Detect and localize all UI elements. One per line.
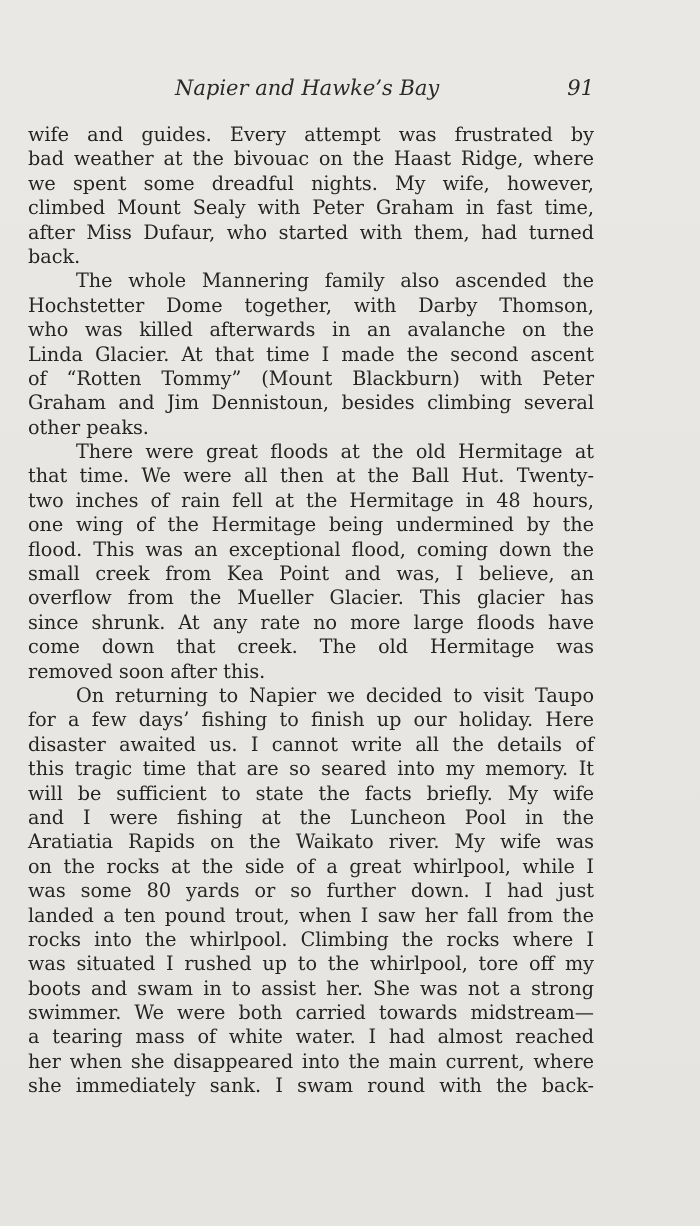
text-line: flood. This was an exceptional flood, coming down the — [28, 537, 594, 561]
text-line: landed a ten pound trout, when I saw her fall from the — [28, 903, 594, 927]
text-line: after Miss Dufaur, who started with them, had turned — [28, 220, 594, 244]
text-line: this tragic time that are so seared into my memory. It — [28, 757, 594, 781]
text-line: we spent some dreadful nights. My wife, however, — [28, 171, 594, 195]
text-line: The whole Mannering family also ascended the — [76, 269, 594, 293]
text-line: boots and swam in to assist her. She was not a strong — [28, 976, 594, 1000]
text-line: come down that creek. The old Hermitage was — [28, 635, 594, 659]
text-line: one wing of the Hermitage being undermined by the — [28, 513, 594, 537]
text-line: back. — [28, 244, 81, 268]
text-line: Hochstetter Dome together, with Darby Thomson, — [28, 293, 594, 317]
text-line: removed soon after this. — [28, 659, 266, 683]
text-line: two inches of rain fell at the Hermitage in 48 hours, — [28, 488, 594, 512]
running-title: Napier and Hawke’s Bay — [175, 76, 440, 100]
text-line: who was killed afterwards in an avalanche on the — [28, 318, 594, 342]
text-line: Graham and Jim Dennistoun, besides climbing several — [28, 391, 594, 415]
page-number: 91 — [567, 76, 594, 100]
text-line: was some 80 yards or so further down. I had just — [28, 879, 594, 903]
body-text — [28, 123, 594, 1099]
text-line: a tearing mass of white water. I had almost reached — [28, 1025, 594, 1049]
text-line: and I were fishing at the Luncheon Pool in the — [28, 805, 594, 829]
text-line: of “Rotten Tommy” (Mount Blackburn) with Peter — [28, 366, 594, 390]
text-line: overflow from the Mueller Glacier. This glacier has — [28, 586, 594, 610]
text-line: small creek from Kea Point and was, I believe, an — [28, 562, 594, 586]
text-line: On returning to Napier we decided to visit Taupo — [76, 683, 594, 707]
text-line: disaster awaited us. I cannot write all the details of — [28, 732, 594, 756]
text-line: for a few days’ fishing to finish up our holiday. Here — [28, 708, 594, 732]
text-line: her when she disappeared into the main current, where — [28, 1049, 594, 1073]
text-line: There were great floods at the old Hermitage at — [76, 440, 594, 464]
text-line: swimmer. We were both carried towards midstream— — [28, 1001, 594, 1025]
text-line: will be sufficient to state the facts briefly. My wife — [28, 781, 594, 805]
running-head — [28, 72, 594, 104]
text-line: that time. We were all then at the Ball Hut. Twenty- — [28, 464, 594, 488]
text-line: Linda Glacier. At that time I made the second ascent — [28, 342, 594, 366]
text-line: she immediately sank. I swam round with the back- — [28, 1074, 594, 1098]
text-line: bad weather at the bivouac on the Haast Ridge, where — [28, 147, 594, 171]
text-line: climbed Mount Sealy with Peter Graham in fast time, — [28, 196, 594, 220]
text-line: rocks into the whirlpool. Climbing the rocks where I — [28, 927, 594, 951]
text-line: Aratiatia Rapids on the Waikato river. My wife was — [28, 830, 594, 854]
text-line: other peaks. — [28, 415, 149, 439]
text-line: since shrunk. At any rate no more large floods have — [28, 610, 594, 634]
text-line: wife and guides. Every attempt was frustrated by — [28, 123, 594, 146]
text-line: on the rocks at the side of a great whirlpool, while I — [28, 854, 594, 878]
text-line: was situated I rushed up to the whirlpool, tore off my — [28, 952, 594, 976]
